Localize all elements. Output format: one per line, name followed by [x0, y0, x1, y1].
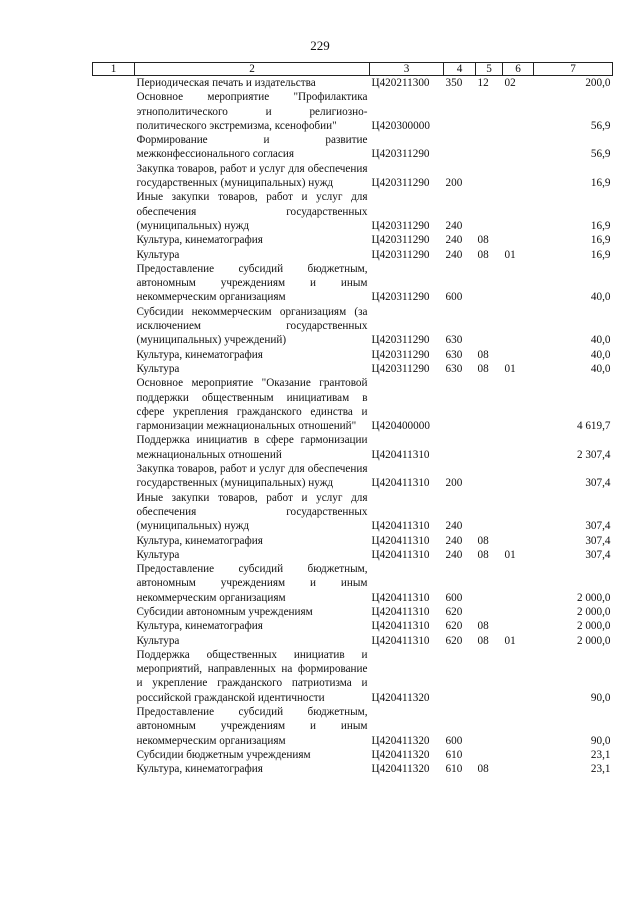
header-col-2: 2	[135, 63, 370, 76]
cell-subsection	[503, 462, 534, 491]
cell-subsection: 01	[504, 248, 516, 261]
cell-subsection	[503, 90, 534, 133]
cell-amount: 56,9	[590, 148, 611, 161]
cell-name: Поддержка общественных инициатив и мероприятий, направленных на формирование и укрепление гражданского патриотизма и российской гражданской идентичности	[136, 648, 368, 704]
cell-amount: 90,0	[590, 734, 611, 747]
cell-subsection	[503, 133, 534, 162]
cell-target-code: Ц420411310	[371, 634, 430, 647]
header-col-6: 6	[503, 63, 534, 76]
cell-name: Иные закупки товаров, работ и услуг для обеспечения государственных (муниципальных) нужд	[136, 491, 368, 533]
cell-amount: 23,1	[590, 748, 611, 761]
cell-subsection	[503, 233, 534, 247]
cell-amount: 16,9	[590, 248, 611, 261]
cell-subsection	[503, 605, 534, 619]
table-row	[93, 76, 613, 91]
cell-section: 08	[477, 548, 489, 561]
cell-name: Культура, кинематография	[136, 763, 263, 776]
cell-target-code: Ц420311290	[371, 362, 430, 375]
cell-name: Закупка товаров, работ и услуг для обеспечения государственных (муниципальных) нужд	[136, 463, 368, 490]
cell-expense-type: 630	[445, 348, 463, 361]
cell-amount: 40,0	[590, 348, 611, 361]
cell-amount: 307,4	[585, 534, 611, 547]
budget-table-container	[92, 62, 612, 777]
cell-section	[476, 562, 503, 605]
cell-name: Основное мероприятие "Профилактика этнополитического и религиозно-политического экстремизма, ксенофобии"	[136, 91, 368, 132]
table-row	[93, 376, 613, 433]
cell-target-code: Ц420311290	[371, 248, 430, 261]
cell-amount: 307,4	[585, 548, 611, 561]
cell-subsection	[503, 619, 534, 633]
cell-expense-type: 630	[445, 362, 463, 375]
cell-target-code: Ц420411310	[371, 448, 430, 461]
cell-empty	[93, 233, 135, 247]
cell-amount: 40,0	[590, 291, 611, 304]
cell-section	[476, 605, 503, 619]
table-row	[93, 748, 613, 762]
cell-empty	[93, 562, 135, 605]
cell-empty	[93, 548, 135, 562]
cell-name: Субсидии автономным учреждениям	[136, 605, 313, 618]
cell-subsection	[503, 262, 534, 305]
table-row	[93, 491, 613, 534]
cell-target-code: Ц420311290	[371, 234, 430, 247]
cell-expense-type: 620	[445, 620, 463, 633]
cell-section	[476, 491, 503, 534]
cell-section	[476, 190, 503, 233]
table-body	[93, 76, 613, 777]
table-row	[93, 90, 613, 133]
cell-empty	[93, 248, 135, 262]
cell-target-code: Ц420411310	[371, 477, 430, 490]
cell-subsection	[503, 376, 534, 433]
cell-name: Культура, кинематография	[136, 348, 263, 361]
cell-section: 08	[477, 362, 489, 375]
cell-name: Субсидии некоммерческим организациям (за исключением государственных (муниципальных) учреждений)	[136, 305, 368, 347]
cell-section	[476, 133, 503, 162]
cell-subsection	[503, 190, 534, 233]
cell-empty	[93, 76, 135, 91]
header-col-5: 5	[476, 63, 503, 76]
cell-empty	[93, 534, 135, 548]
cell-amount: 2 000,0	[576, 591, 611, 604]
header-col-7: 7	[534, 63, 613, 76]
cell-empty	[93, 362, 135, 376]
cell-expense-type: 200	[445, 177, 463, 190]
cell-empty	[93, 376, 135, 433]
cell-amount: 2 000,0	[576, 620, 611, 633]
cell-empty	[93, 605, 135, 619]
cell-expense-type	[444, 648, 476, 705]
cell-expense-type	[444, 133, 476, 162]
cell-subsection	[503, 348, 534, 362]
cell-empty	[93, 348, 135, 362]
cell-expense-type	[444, 90, 476, 133]
table-row	[93, 619, 613, 633]
cell-target-code: Ц420411320	[371, 763, 430, 776]
cell-amount: 16,9	[590, 234, 611, 247]
cell-name: Культура, кинематография	[136, 234, 263, 247]
cell-section: 08	[477, 620, 489, 633]
table-row	[93, 534, 613, 548]
cell-section: 08	[477, 763, 489, 776]
cell-target-code: Ц420411310	[371, 548, 430, 561]
cell-amount: 307,4	[585, 520, 611, 533]
cell-empty	[93, 90, 135, 133]
table-row	[93, 362, 613, 376]
table-row	[93, 548, 613, 562]
cell-empty	[93, 162, 135, 191]
cell-empty	[93, 648, 135, 705]
cell-target-code: Ц420311290	[371, 334, 430, 347]
cell-section	[476, 262, 503, 305]
cell-section	[476, 376, 503, 433]
cell-empty	[93, 190, 135, 233]
cell-empty	[93, 762, 135, 776]
cell-subsection	[503, 648, 534, 705]
cell-name: Культура	[136, 248, 180, 261]
header-col-4: 4	[444, 63, 476, 76]
cell-target-code: Ц420311290	[371, 348, 430, 361]
table-row	[93, 248, 613, 262]
cell-name: Культура	[136, 362, 180, 375]
cell-empty	[93, 491, 135, 534]
table-row	[93, 762, 613, 776]
cell-name: Культура, кинематография	[136, 534, 263, 547]
cell-subsection	[503, 748, 534, 762]
cell-name: Основное мероприятие "Оказание грантовой поддержки общественным инициативам в сфере укрепления гражданского единства и гармонизации межнациональных отношений"	[136, 377, 368, 433]
cell-subsection	[503, 762, 534, 776]
cell-expense-type	[444, 376, 476, 433]
cell-expense-type: 240	[445, 219, 463, 232]
cell-section: 08	[477, 534, 489, 547]
cell-section: 08	[477, 234, 489, 247]
cell-expense-type: 610	[445, 763, 463, 776]
cell-amount: 16,9	[590, 219, 611, 232]
table-row	[93, 433, 613, 462]
cell-subsection: 01	[504, 634, 516, 647]
cell-target-code: Ц420411310	[371, 520, 430, 533]
cell-target-code: Ц420311290	[371, 177, 430, 190]
cell-expense-type: 600	[445, 291, 463, 304]
table-header	[93, 63, 613, 76]
table-row	[93, 648, 613, 705]
cell-expense-type: 350	[445, 77, 463, 89]
cell-target-code: Ц420411320	[371, 748, 430, 761]
page-number: 229	[310, 38, 330, 53]
cell-section	[476, 462, 503, 491]
cell-section: 12	[477, 77, 489, 89]
cell-section: 08	[477, 634, 489, 647]
table-row	[93, 305, 613, 348]
cell-subsection: 01	[504, 548, 516, 561]
cell-subsection	[503, 162, 534, 191]
table-row	[93, 705, 613, 748]
cell-name: Периодическая печать и издательства	[136, 77, 316, 89]
cell-empty	[93, 705, 135, 748]
cell-target-code: Ц420411320	[371, 734, 430, 747]
budget-table	[92, 62, 613, 777]
cell-subsection	[503, 534, 534, 548]
cell-empty	[93, 305, 135, 348]
cell-name: Формирование и развитие межконфессионального согласия	[136, 134, 368, 161]
cell-subsection: 01	[504, 362, 516, 375]
cell-target-code: Ц420411310	[371, 620, 430, 633]
cell-name: Субсидии бюджетным учреждениям	[136, 748, 311, 761]
header-col-3: 3	[370, 63, 444, 76]
cell-target-code: Ц420411310	[371, 591, 430, 604]
cell-name: Предоставление субсидий бюджетным, автономным учреждениям и иным некоммерческим организациям	[136, 262, 368, 304]
cell-expense-type: 240	[445, 248, 463, 261]
cell-empty	[93, 462, 135, 491]
cell-expense-type: 240	[445, 234, 463, 247]
cell-amount: 56,9	[590, 119, 611, 132]
cell-target-code: Ц420311290	[371, 291, 430, 304]
cell-amount: 307,4	[585, 477, 611, 490]
header-col-1: 1	[93, 63, 135, 76]
cell-expense-type: 240	[445, 534, 463, 547]
table-row	[93, 162, 613, 191]
cell-subsection	[503, 305, 534, 348]
table-row	[93, 462, 613, 491]
cell-name: Культура	[136, 634, 180, 647]
cell-section	[476, 90, 503, 133]
cell-expense-type: 610	[445, 748, 463, 761]
cell-name: Культура	[136, 548, 180, 561]
cell-expense-type: 240	[445, 520, 463, 533]
cell-expense-type: 200	[445, 477, 463, 490]
cell-amount: 40,0	[590, 334, 611, 347]
table-row	[93, 190, 613, 233]
cell-name: Поддержка инициатив в сфере гармонизации межнациональных отношений	[136, 434, 368, 461]
cell-section	[476, 162, 503, 191]
table-row	[93, 634, 613, 648]
cell-section	[476, 648, 503, 705]
cell-amount: 16,9	[590, 177, 611, 190]
cell-name: Предоставление субсидий бюджетным, автономным учреждениям и иным некоммерческим организациям	[136, 563, 368, 604]
cell-amount: 90,0	[590, 691, 611, 704]
header-row	[93, 63, 613, 76]
cell-expense-type	[444, 433, 476, 462]
cell-empty	[93, 133, 135, 162]
cell-amount: 200,0	[585, 77, 611, 89]
cell-target-code: Ц420411320	[371, 691, 430, 704]
cell-subsection	[503, 433, 534, 462]
cell-expense-type: 240	[445, 548, 463, 561]
cell-expense-type: 620	[445, 605, 463, 618]
cell-amount: 2 000,0	[576, 605, 611, 618]
cell-section	[476, 305, 503, 348]
cell-empty	[93, 433, 135, 462]
table-row	[93, 233, 613, 247]
cell-amount: 40,0	[590, 362, 611, 375]
cell-subsection	[503, 705, 534, 748]
cell-target-code: Ц420311290	[371, 219, 430, 232]
cell-target-code: Ц420400000	[371, 420, 430, 433]
table-row	[93, 348, 613, 362]
cell-empty	[93, 748, 135, 762]
cell-section	[476, 705, 503, 748]
cell-name: Предоставление субсидий бюджетным, автономным учреждениям и иным некоммерческим организациям	[136, 706, 368, 747]
cell-empty	[93, 619, 135, 633]
cell-section: 08	[477, 248, 489, 261]
cell-target-code: Ц420411310	[371, 534, 430, 547]
cell-subsection: 02	[504, 77, 516, 89]
cell-amount: 2 307,4	[576, 448, 611, 461]
cell-target-code: Ц420311290	[371, 148, 430, 161]
cell-amount: 4 619,7	[576, 420, 611, 433]
cell-empty	[93, 634, 135, 648]
cell-subsection	[503, 491, 534, 534]
table-row	[93, 605, 613, 619]
table-row	[93, 562, 613, 605]
cell-name: Закупка товаров, работ и услуг для обеспечения государственных (муниципальных) нужд	[136, 162, 368, 190]
cell-amount: 23,1	[590, 763, 611, 776]
cell-expense-type: 630	[445, 334, 463, 347]
cell-expense-type: 600	[445, 591, 463, 604]
cell-expense-type: 620	[445, 634, 463, 647]
cell-amount: 2 000,0	[576, 634, 611, 647]
table-row	[93, 133, 613, 162]
cell-name: Иные закупки товаров, работ и услуг для обеспечения государственных (муниципальных) нужд	[136, 191, 368, 232]
cell-empty	[93, 262, 135, 305]
cell-section	[476, 748, 503, 762]
cell-target-code: Ц420411310	[371, 605, 430, 618]
cell-name: Культура, кинематография	[136, 620, 263, 633]
cell-section	[476, 433, 503, 462]
cell-subsection	[503, 562, 534, 605]
table-row	[93, 262, 613, 305]
cell-section: 08	[477, 348, 489, 361]
cell-expense-type: 600	[445, 734, 463, 747]
cell-target-code: Ц420300000	[371, 119, 430, 132]
cell-target-code: Ц420211300	[371, 77, 430, 89]
